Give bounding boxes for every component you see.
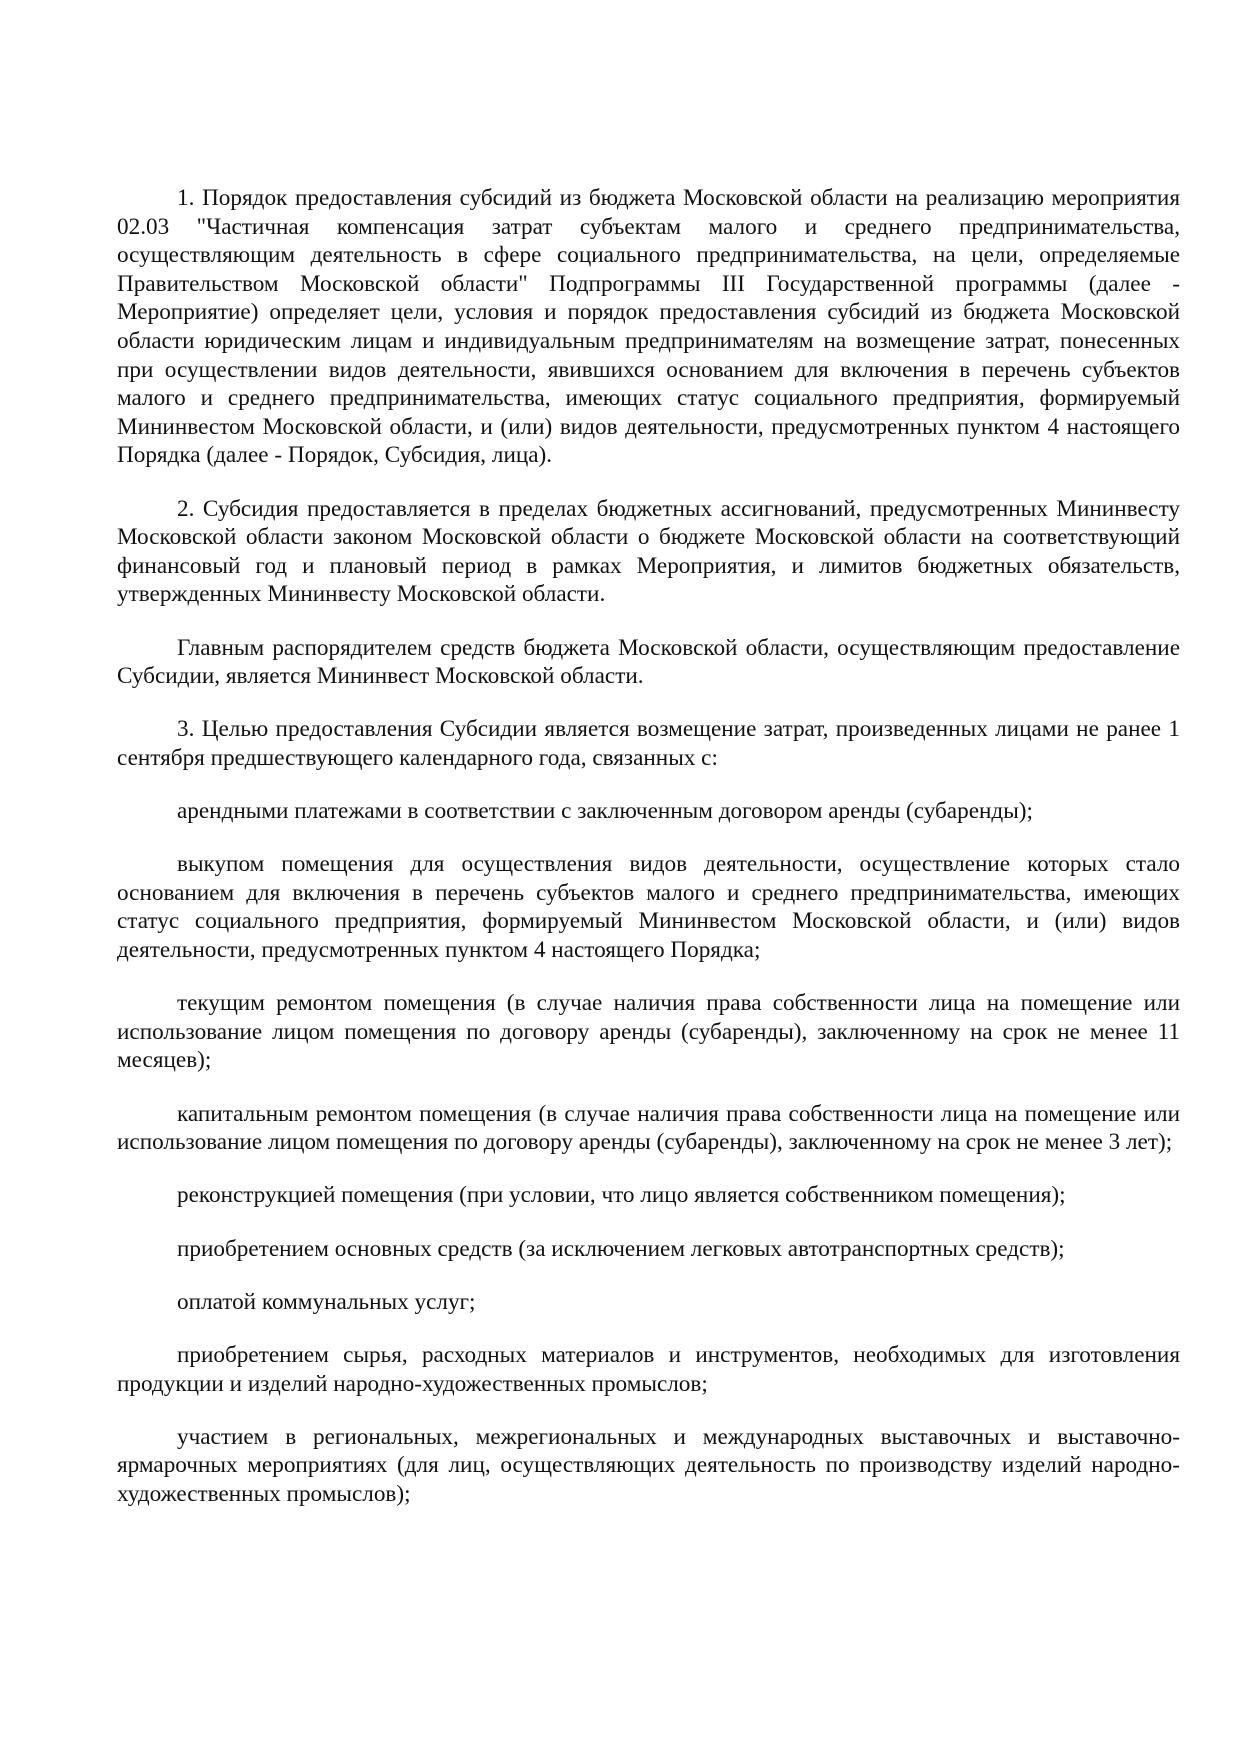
list-item-rent-payments: арендными платежами в соответствии с заключенным договором аренды (субаренды); <box>177 798 1033 825</box>
list-item-utilities: оплатой коммунальных услуг; <box>177 1288 476 1315</box>
paragraph-2-budget-limits: 2. Субсидия предоставляется в пределах бюджетных ассигнований, предусмотренных Мининвесту Московской области законом Московской области о бюджете Московской области на соответствующий финансовый год и плановый период в рамках Мероприятия, и лимитов бюджетных обязательств, утвержденных Мининвесту Московской области. <box>117 495 1180 608</box>
list-item-current-repair: текущим ремонтом помещения (в случае наличия права собственности лица на помещение или использование лицом помещения по договору аренды (субаренды), заключенному на срок не менее 11 месяцев); <box>117 990 1180 1074</box>
document-page <box>117 184 1180 1533</box>
paragraph-1-purpose: 1. Порядок предоставления субсидий из бюджета Московской области на реализацию мероприятия 02.03 "Частичная компенсация затрат субъектам малого и среднего предпринимательства, осуществляющим деятельность в сфере социального предпринимательства, на цели, определяемые Правительством Московской области" Подпрограммы III Государственной программы (далее - Мероприятие) определяет цели, условия и порядок предоставления субсидий из бюджета Московской области юридическим лицам и индивидуальным предпринимателям на возмещение затрат, понесенных при осуществлении видов деятельности, явившихся основанием для включения в перечень субъектов малого и среднего предпринимательства, имеющих статус социального предприятия, формируемый Мининвестом Московской области, и (или) видов деятельности, предусмотренных пунктом 4 настоящего Порядка (далее - Порядок, Субсидия, лица). <box>117 185 1180 469</box>
paragraph-chief-administrator: Главным распорядителем средств бюджета Московской области, осуществляющим предоставление Субсидии, является Мининвест Московской области. <box>117 634 1180 690</box>
list-item-exhibitions: участием в региональных, межрегиональных и международных выставочных и выставочно-ярмарочных мероприятиях (для лиц, осуществляющих деятельность по производству изделий народно-художественных промыслов); <box>117 1423 1180 1507</box>
list-item-premises-buyout: выкупом помещения для осуществления видов деятельности, осуществление которых стало основанием для включения в перечень субъектов малого и среднего предпринимательства, имеющих статус социального предприятия, формируемый Мининвестом Московской области, и (или) видов деятельности, предусмотренных пунктом 4 настоящего Порядка; <box>117 851 1180 964</box>
list-item-raw-materials: приобретением сырья, расходных материалов и инструментов, необходимых для изготовления продукции и изделий народно-художественных промыслов; <box>117 1341 1180 1397</box>
list-item-capital-repair: капитальным ремонтом помещения (в случае наличия права собственности лица на помещение или использование лицом помещения по договору аренды (субаренды), заключенному на срок не менее 3 лет); <box>117 1100 1180 1156</box>
paragraph-3-goal: 3. Целью предоставления Субсидии является возмещение затрат, произведенных лицами не ранее 1 сентября предшествующего календарного года, связанных с: <box>117 716 1180 771</box>
list-item-reconstruction: реконструкцией помещения (при условии, что лицо является собственником помещения); <box>177 1182 1066 1209</box>
list-item-fixed-assets: приобретением основных средств (за исключением легковых автотранспортных средств); <box>177 1235 1065 1262</box>
